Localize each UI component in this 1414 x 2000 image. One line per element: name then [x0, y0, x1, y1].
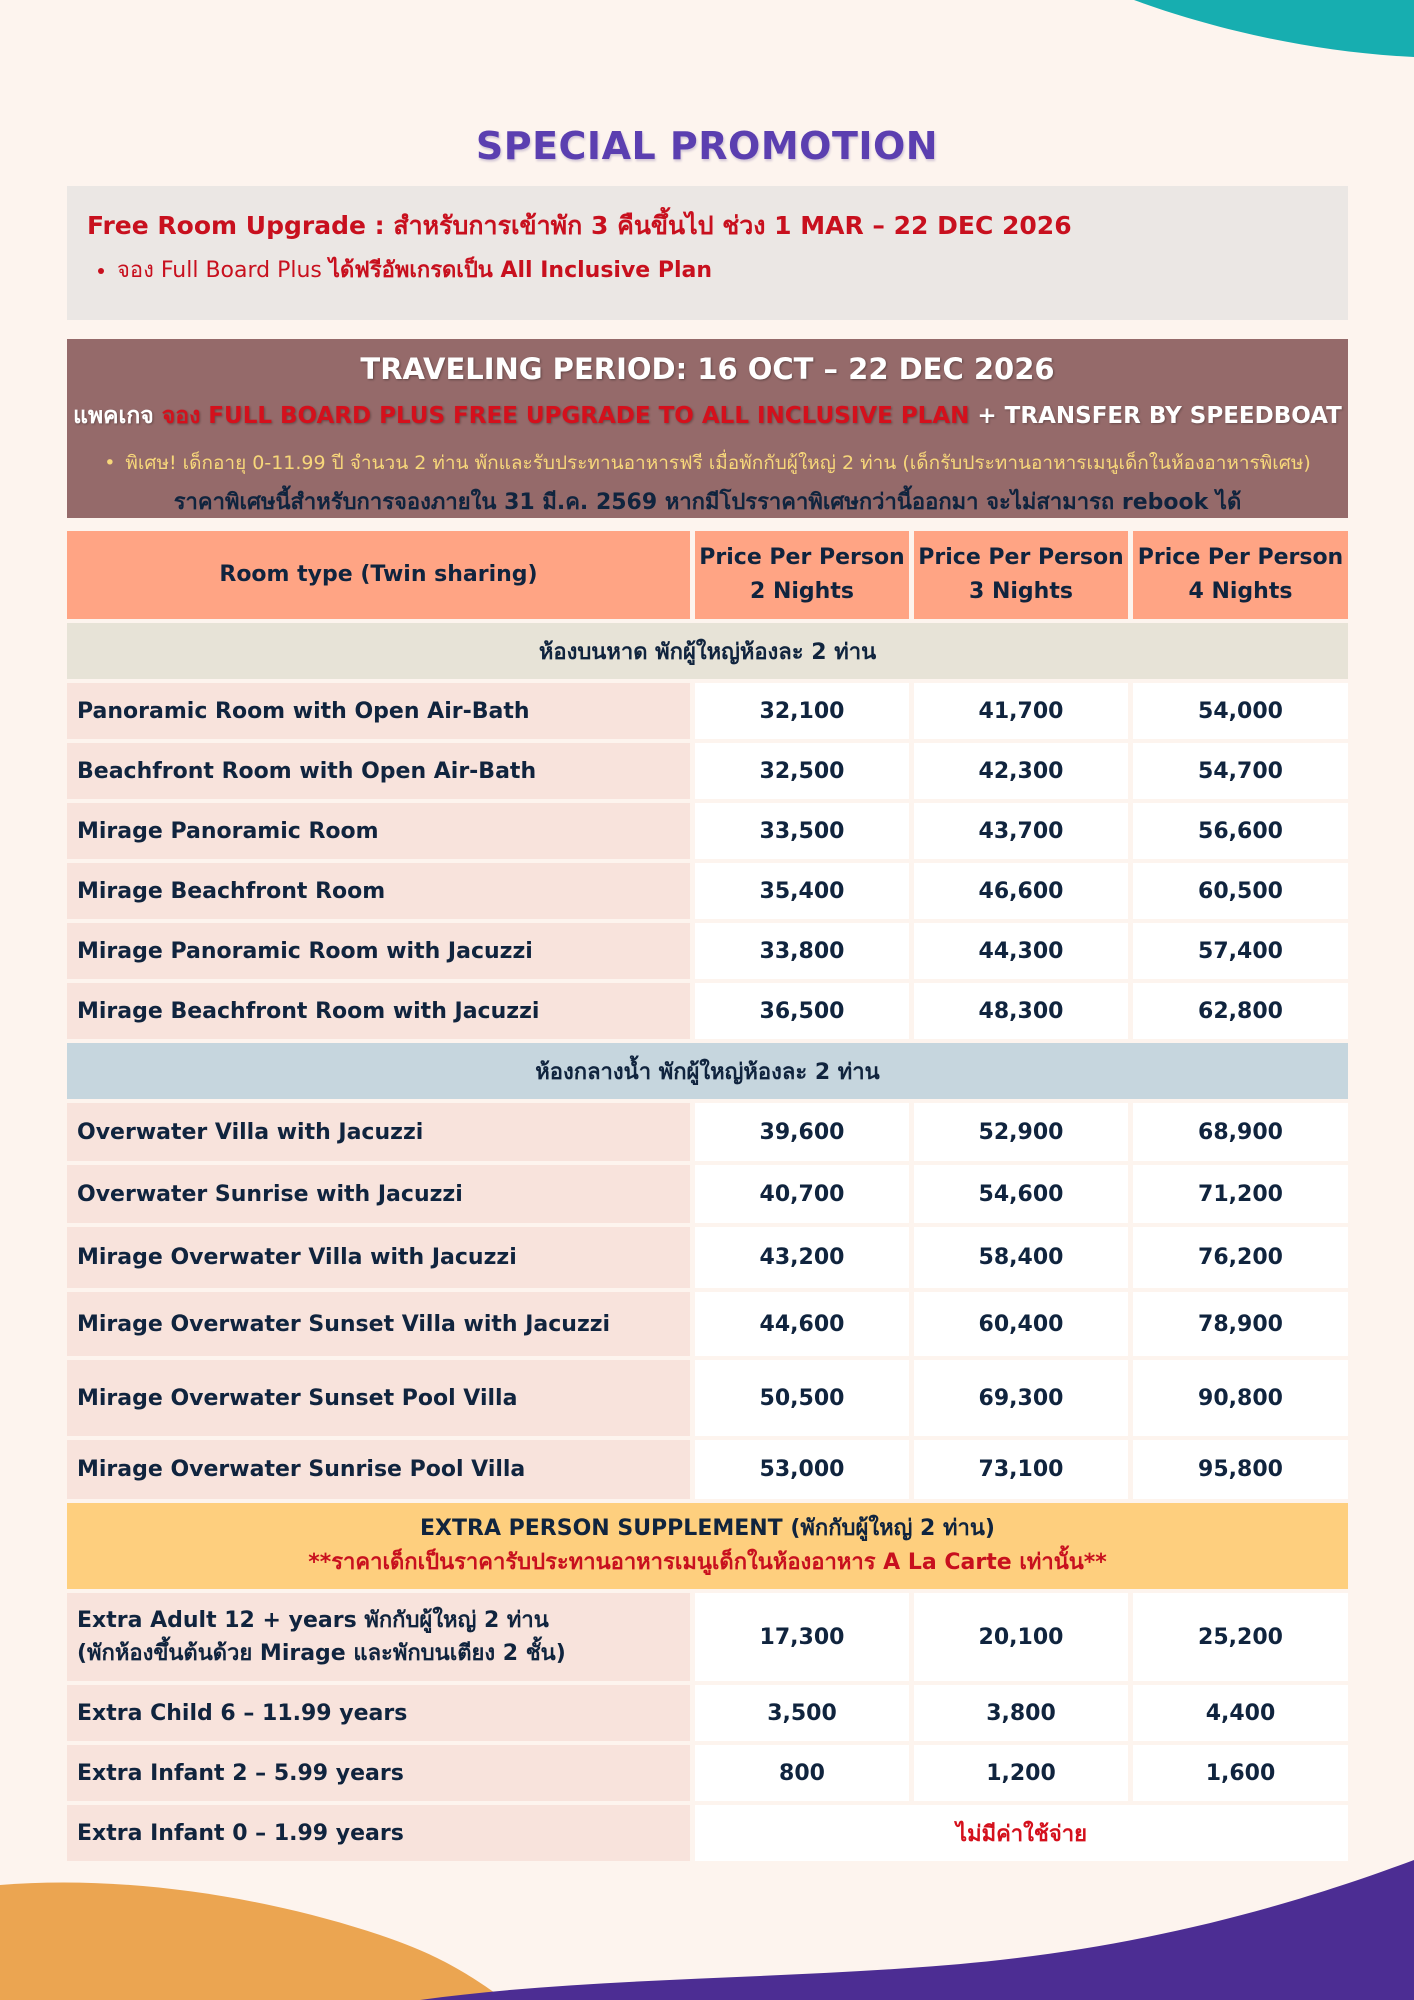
promo-list [87, 252, 1348, 287]
table-row [67, 1227, 1348, 1288]
table-row [67, 803, 1348, 859]
extra-name-line2: (พักห้องขึ้นต้นด้วย Mirage และพักบนเตียง 2 ชั้น) [77, 1641, 566, 1666]
traveling-period-band [67, 339, 1348, 518]
price-3-nights: 1,200 [914, 1745, 1133, 1801]
price-3-nights: 46,600 [914, 863, 1133, 919]
price-3-nights: 52,900 [914, 1103, 1133, 1161]
price-2-nights: 44,600 [695, 1292, 914, 1356]
table-row [67, 983, 1348, 1039]
header-2-nights-line2: 2 Nights [750, 579, 854, 604]
price-2-nights: 17,300 [695, 1593, 914, 1681]
table-row [67, 923, 1348, 979]
table-row [67, 1103, 1348, 1161]
extra-name-line1: Extra Adult 12 + years พักกับผู้ใหญ่ 2 ท่าน [77, 1608, 549, 1633]
table-header-row [67, 531, 1348, 619]
room-name: Mirage Overwater Sunset Villa with Jacuzzi [67, 1292, 695, 1356]
room-name: Mirage Panoramic Room with Jacuzzi [67, 923, 695, 979]
price-3-nights: 43,700 [914, 803, 1133, 859]
table-row [67, 743, 1348, 799]
price-2-nights: 36,500 [695, 983, 914, 1039]
header-2-nights [695, 531, 914, 619]
price-4-nights: 54,000 [1133, 683, 1348, 739]
price-4-nights: 60,500 [1133, 863, 1348, 919]
price-2-nights: 32,500 [695, 743, 914, 799]
page-title: SPECIAL PROMOTION [475, 124, 939, 168]
header-4-nights-line2: 4 Nights [1188, 579, 1293, 604]
table-row [67, 1292, 1348, 1356]
extra-name: Extra Infant 2 – 5.99 years [67, 1745, 695, 1801]
promo-bullet-bold: ได้ฟรีอัพเกรดเป็น All Inclusive Plan [328, 258, 713, 283]
price-4-nights: 90,800 [1133, 1360, 1348, 1436]
table-row [67, 1685, 1348, 1741]
room-name: Mirage Beachfront Room [67, 863, 695, 919]
price-4-nights: 4,400 [1133, 1685, 1348, 1741]
price-2-nights: 35,400 [695, 863, 914, 919]
promo-heading: Free Room Upgrade : สำหรับการเข้าพัก 3 คืนขึ้นไป ช่วง 1 MAR – 22 DEC 2026 [87, 211, 1072, 240]
room-name: Mirage Overwater Sunrise Pool Villa [67, 1440, 695, 1499]
price-2-nights: 33,800 [695, 923, 914, 979]
table-row [67, 1593, 1348, 1681]
period-title: TRAVELING PERIOD: 16 OCT – 22 DEC 2026 [360, 352, 1055, 386]
price-3-nights: 42,300 [914, 743, 1133, 799]
extra-supplement-title: EXTRA PERSON SUPPLEMENT (พักกับผู้ใหญ่ 2 ท่าน) [420, 1516, 995, 1541]
package-suffix: + TRANSFER BY SPEEDBOAT [969, 403, 1342, 429]
package-prefix: แพคเกจ [73, 403, 162, 429]
header-3-nights-line2: 3 Nights [969, 579, 1073, 604]
table-row [67, 1440, 1348, 1499]
price-2-nights: 40,700 [695, 1165, 914, 1223]
price-4-nights: 56,600 [1133, 803, 1348, 859]
header-4-nights-line1: Price Per Person [1137, 545, 1344, 570]
header-4-nights [1133, 531, 1348, 619]
price-4-nights: 78,900 [1133, 1292, 1348, 1356]
child-free-note [67, 448, 1348, 478]
price-3-nights: 60,400 [914, 1292, 1133, 1356]
room-name: Overwater Sunrise with Jacuzzi [67, 1165, 695, 1223]
section-water-label: ห้องกลางน้ำ พักผู้ใหญ่ห้องละ 2 ท่าน [67, 1043, 1348, 1099]
price-2-nights: 50,500 [695, 1360, 914, 1436]
price-4-nights: 95,800 [1133, 1440, 1348, 1499]
room-name: Mirage Beachfront Room with Jacuzzi [67, 983, 695, 1039]
price-3-nights: 58,400 [914, 1227, 1133, 1288]
price-3-nights: 69,300 [914, 1360, 1133, 1436]
room-name: Overwater Villa with Jacuzzi [67, 1103, 695, 1161]
price-2-nights: 53,000 [695, 1440, 914, 1499]
price-2-nights: 33,500 [695, 803, 914, 859]
price-3-nights: 54,600 [914, 1165, 1133, 1223]
bottom-wave-decoration [0, 1855, 1414, 2000]
price-4-nights: 68,900 [1133, 1103, 1348, 1161]
price-table [67, 527, 1348, 1865]
room-name: Mirage Panoramic Room [67, 803, 695, 859]
price-2-nights: 3,500 [695, 1685, 914, 1741]
package-highlight: จอง FULL BOARD PLUS FREE UPGRADE TO ALL INCLUSIVE PLAN [161, 403, 970, 429]
extra-supplement-note: **ราคาเด็กเป็นราคารับประทานอาหารเมนูเด็กในห้องอาหาร A La Carte เท่านั้น** [308, 1550, 1107, 1575]
promo-box [67, 186, 1348, 320]
price-3-nights: 48,300 [914, 983, 1133, 1039]
table-row [67, 1165, 1348, 1223]
extra-name: Extra Child 6 – 11.99 years [67, 1685, 695, 1741]
price-4-nights: 1,600 [1133, 1745, 1348, 1801]
price-3-nights: 20,100 [914, 1593, 1133, 1681]
extra-name [67, 1593, 695, 1681]
table-row [67, 683, 1348, 739]
price-4-nights: 54,700 [1133, 743, 1348, 799]
booking-deadline-note: ราคาพิเศษนี้สำหรับการจองภายใน 31 มี.ค. 2569 หากมีโปรราคาพิเศษกว่านี้ออกมา จะไม่สามารถ rebook ได้ [173, 490, 1242, 515]
room-name: Mirage Overwater Sunset Pool Villa [67, 1360, 695, 1436]
room-name: Panoramic Room with Open Air-Bath [67, 683, 695, 739]
price-3-nights: 73,100 [914, 1440, 1133, 1499]
header-2-nights-line1: Price Per Person [699, 545, 905, 570]
table-row [67, 863, 1348, 919]
section-water-row [67, 1043, 1348, 1099]
price-3-nights: 44,300 [914, 923, 1133, 979]
header-3-nights [914, 531, 1133, 619]
extra-supplement-header [67, 1503, 1348, 1589]
bullet-dot: • [104, 452, 116, 474]
table-row [67, 1745, 1348, 1801]
section-beach-row [67, 623, 1348, 679]
price-4-nights: 57,400 [1133, 923, 1348, 979]
promo-bullet-prefix: จอง Full Board Plus [117, 258, 329, 283]
table-row [67, 1360, 1348, 1436]
teal-corner-wave [1120, 0, 1414, 62]
extra-name: Extra Infant 0 – 1.99 years [67, 1805, 695, 1861]
price-4-nights: 71,200 [1133, 1165, 1348, 1223]
extra-supplement-header-row [67, 1503, 1348, 1589]
price-2-nights: 39,600 [695, 1103, 914, 1161]
child-free-note-text: พิเศษ! เด็กอายุ 0-11.99 ปี จำนวน 2 ท่าน พักและรับประทานอาหารฟรี เมื่อพักกับผู้ใหญ่ 2 ท่าน (เด็กรับประทานอาหารเมนูเด็กในห้องอาหารพิเศษ) [125, 452, 1311, 474]
price-2-nights: 32,100 [695, 683, 914, 739]
price-4-nights: 25,200 [1133, 1593, 1348, 1681]
no-cost-label: ไม่มีค่าใช้จ่าย [695, 1805, 1348, 1861]
price-4-nights: 76,200 [1133, 1227, 1348, 1288]
price-2-nights: 800 [695, 1745, 914, 1801]
promo-bullet [117, 252, 1348, 287]
price-2-nights: 43,200 [695, 1227, 914, 1288]
package-line [67, 398, 1348, 434]
price-4-nights: 62,800 [1133, 983, 1348, 1039]
room-name: Beachfront Room with Open Air-Bath [67, 743, 695, 799]
price-3-nights: 3,800 [914, 1685, 1133, 1741]
table-row [67, 1805, 1348, 1861]
header-3-nights-line1: Price Per Person [918, 545, 1124, 570]
room-name: Mirage Overwater Villa with Jacuzzi [67, 1227, 695, 1288]
section-beach-label: ห้องบนหาด พักผู้ใหญ่ห้องละ 2 ท่าน [67, 623, 1348, 679]
price-3-nights: 41,700 [914, 683, 1133, 739]
header-room-type: Room type (Twin sharing) [67, 531, 695, 619]
